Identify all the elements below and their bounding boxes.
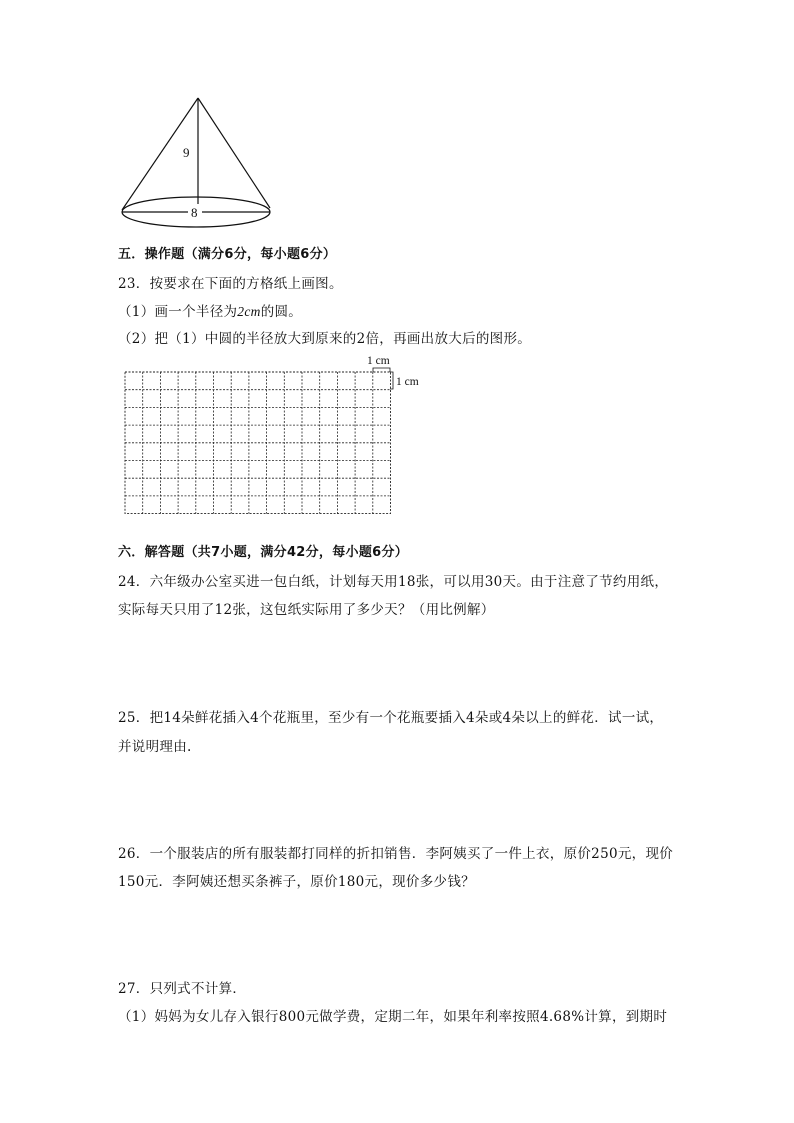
q24-line1: 24．六年级办公室买进一包白纸，计划每天用18张，可以用30天。由于注意了节约用纸，: [118, 574, 669, 590]
grid-width-brace: [373, 368, 390, 372]
section6-heading: 六．解答题（共7小题，满分42分，每小题6分）: [118, 545, 409, 560]
section5-heading: 五．操作题（满分6分，每小题6分）: [118, 247, 337, 262]
q26-line2: 150元．李阿姨还想买条裤子，原价180元，现价多少钱？: [118, 874, 475, 890]
grid-paper[interactable]: [120, 352, 440, 528]
q27-stem: 27．只列式不计算．: [118, 981, 247, 997]
cone-height-label: 9: [183, 145, 190, 160]
q27-part1: （1）妈妈为女儿存入银行800元做学费，定期二年，如果年利率按照4.68%计算，到期时: [118, 1009, 668, 1025]
cone-diameter-label: 8: [191, 205, 198, 220]
cone-right-side: [198, 98, 270, 208]
q24-line2: 实际每天只用了12张，这包纸实际用了多少天？（用比例解）: [118, 602, 495, 618]
q23-part2: （2）把（1）中圆的半径放大到原来的2倍，再画出放大后的图形。: [118, 331, 532, 347]
q23-part1-value: 2: [237, 304, 245, 319]
q23-part1-unit: cm: [244, 304, 261, 319]
q25-line1: 25．把14朵鲜花插入4个花瓶里，至少有一个花瓶要插入4朵或4朵以上的鲜花．试一试，: [118, 710, 664, 726]
grid-cell-height-label: 1 cm: [396, 376, 419, 388]
q26-line1: 26．一个服装店的所有服装都打同样的折扣销售．李阿姨买了一件上衣，原价250元，现价: [118, 846, 674, 862]
q23-part1-suffix: 的圆。: [260, 304, 303, 320]
q25-line2: 并说明理由.: [118, 739, 192, 755]
grid-cell-width-label: 1 cm: [367, 355, 390, 367]
q23-stem: 23．按要求在下面的方格纸上画图。: [118, 276, 343, 292]
cone-diagram: [110, 90, 280, 235]
q23-part1: [118, 300, 302, 320]
q23-part1-prefix: （1）画一个半径为: [118, 304, 238, 320]
